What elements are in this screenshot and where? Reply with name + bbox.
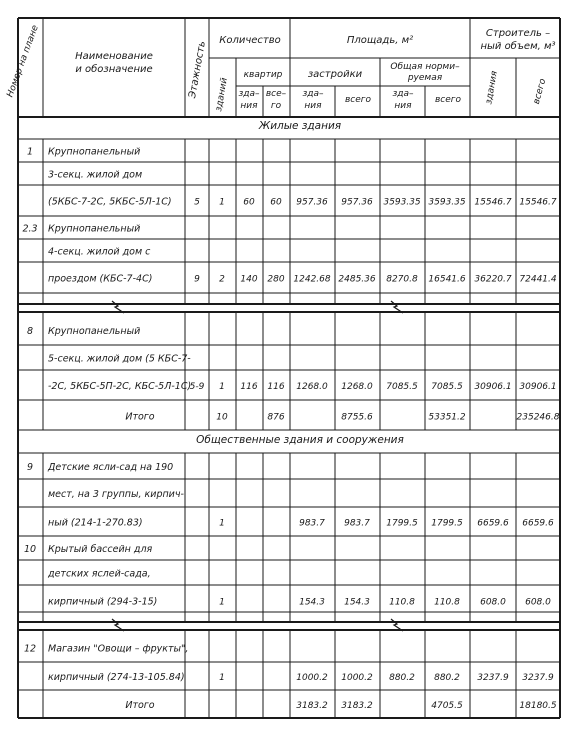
- row-value: 116: [267, 382, 285, 392]
- row-value: 110.8: [434, 597, 460, 608]
- row-value: 876: [267, 412, 285, 423]
- row-value: 3183.2: [341, 701, 373, 711]
- header-normed-per-building-2: ния: [394, 101, 412, 111]
- header-name-line1: Наименование: [75, 51, 153, 62]
- header-built-per-building-2: ния: [304, 101, 322, 111]
- row-value: 9: [194, 274, 200, 285]
- row-number: 2.3: [22, 223, 38, 235]
- row-value: 6659.6: [477, 518, 509, 529]
- row-name: Детские ясли-сад на 190: [48, 462, 174, 473]
- row-value: 2485.36: [338, 274, 376, 285]
- row-name: проездом (КБС-7-4С): [48, 273, 153, 285]
- row-value: 16541.6: [428, 274, 466, 285]
- row-value: 1: [219, 197, 225, 208]
- row-value: 1799.5: [386, 518, 418, 529]
- row-value: 880.2: [389, 673, 415, 683]
- row-value: 1268.0: [296, 382, 328, 392]
- header-volume-line2: ный объем, м³: [480, 41, 556, 52]
- header-normed-area-2: руемая: [407, 73, 443, 83]
- row-name: мест, на 3 группы, кирпич-: [48, 489, 184, 500]
- row-name: Крупнопанельный: [48, 146, 141, 158]
- row-value: 60: [270, 197, 282, 208]
- section-title-public: Общественные здания и сооружения: [196, 434, 404, 446]
- header-apartments: квартир: [243, 70, 283, 80]
- row-name: 3-секц. жилой дом: [48, 169, 143, 181]
- header-built-area: застройки: [307, 69, 363, 80]
- header-number-on-plan: Номер на плане: [5, 23, 41, 99]
- row-value: 140: [240, 274, 258, 285]
- section-title-residential: Жилые здания: [258, 120, 342, 132]
- row-value: 2: [219, 274, 225, 285]
- header-floors: Этажность: [187, 40, 208, 99]
- row-value: 10: [216, 412, 228, 423]
- table-header: [5, 23, 555, 112]
- header-buildings: зданий: [214, 76, 230, 113]
- row-total-label: Итого: [125, 411, 155, 423]
- row-number: 9: [26, 462, 34, 473]
- row-value: 5-9: [189, 382, 205, 392]
- row-name: 5-секц. жилой дом (5 КБС-7-: [48, 353, 191, 365]
- row-value: 235246.8: [516, 412, 560, 423]
- row-value: 5: [194, 197, 200, 208]
- header-area: Площадь, м²: [346, 35, 414, 46]
- row-value: 1: [219, 597, 225, 608]
- row-name: (5КБС-7-2С, 5КБС-5Л-1С): [48, 196, 172, 208]
- row-value: 1: [219, 673, 225, 683]
- row-value: 1000.2: [296, 673, 328, 683]
- row-value: 880.2: [434, 673, 460, 683]
- row-value: 3237.9: [522, 673, 554, 683]
- row-value: 53351.2: [428, 412, 466, 423]
- row-total-label: Итого: [125, 700, 155, 711]
- row-name: Крупнопанельный: [48, 223, 141, 235]
- row-value: 3237.9: [477, 673, 509, 683]
- header-apt-total-1: все–: [265, 89, 287, 99]
- row-value: 154.3: [344, 597, 370, 608]
- row-value: 116: [240, 382, 258, 392]
- row-name: кирпичный (274-13-105.84): [48, 672, 185, 683]
- header-volume-total: всего: [531, 77, 549, 106]
- row-value: 110.8: [389, 597, 415, 608]
- row-value: 7085.5: [431, 382, 463, 392]
- row-value: 1242.68: [293, 274, 331, 285]
- row-value: 957.36: [341, 197, 373, 208]
- row-value: 3593.35: [428, 197, 466, 208]
- row-number: 10: [23, 544, 37, 555]
- row-name: кирпичный (294-3-15): [48, 596, 158, 608]
- header-apt-total-2: го: [270, 101, 282, 111]
- header-built-per-building-1: зда–: [302, 89, 324, 99]
- row-name: -2С, 5КБС-5П-2С, КБС-5Л-1С): [48, 381, 192, 392]
- row-value: 72441.4: [519, 274, 557, 285]
- row-value: 608.0: [480, 597, 506, 608]
- row-name: Магазин "Овощи – фрукты",: [48, 643, 189, 655]
- row-value: 15546.7: [474, 197, 512, 208]
- row-value: 60: [243, 197, 255, 208]
- row-value: 1: [219, 518, 225, 529]
- row-value: 6659.6: [522, 518, 554, 529]
- header-built-total: всего: [344, 95, 372, 105]
- row-value: 3183.2: [296, 701, 328, 711]
- header-apt-per-building-1: зда–: [238, 89, 260, 99]
- row-value: 1799.5: [431, 518, 463, 529]
- header-normed-area-1: Общая норми–: [390, 62, 460, 72]
- row-name: ный (214-1-270.83): [48, 517, 143, 529]
- row-value: 983.7: [299, 518, 325, 529]
- row-value: 154.3: [299, 597, 325, 608]
- row-value: 1000.2: [341, 673, 373, 683]
- row-number: 12: [23, 643, 37, 655]
- row-value: 8270.8: [386, 274, 418, 285]
- header-normed-total: всего: [434, 95, 462, 105]
- row-value: 280: [267, 274, 285, 285]
- row-value: 30906.1: [519, 382, 557, 392]
- row-value: 15546.7: [519, 197, 557, 208]
- row-value: 7085.5: [386, 382, 418, 392]
- row-number: 8: [26, 326, 34, 337]
- row-name: Крытый бассейн для: [48, 544, 153, 555]
- header-volume-line1: Строитель –: [485, 28, 551, 39]
- header-name-line2: и обозначение: [75, 64, 153, 75]
- row-name: Крупнопанельный: [48, 326, 141, 337]
- row-value: 3593.35: [383, 197, 421, 208]
- header-normed-per-building-1: зда–: [392, 89, 414, 99]
- table-body: [22, 147, 559, 712]
- row-value: 8755.6: [341, 412, 373, 423]
- row-value: 4705.5: [431, 701, 463, 711]
- row-name: 4-секц. жилой дом с: [48, 246, 151, 258]
- row-value: 1: [219, 382, 225, 392]
- header-volume-per-building: здания: [484, 70, 500, 106]
- row-value: 36220.7: [474, 274, 512, 285]
- row-number: 1: [26, 146, 34, 158]
- header-quantity: Количество: [219, 35, 281, 46]
- row-value: 608.0: [525, 597, 551, 608]
- row-value: 18180.5: [519, 701, 557, 711]
- row-value: 983.7: [344, 518, 370, 529]
- row-value: 30906.1: [474, 382, 512, 392]
- row-name: детских яслей-сада,: [48, 568, 151, 580]
- row-value: 1268.0: [341, 382, 373, 392]
- header-apt-per-building-2: ния: [240, 101, 258, 111]
- row-value: 957.36: [296, 197, 328, 208]
